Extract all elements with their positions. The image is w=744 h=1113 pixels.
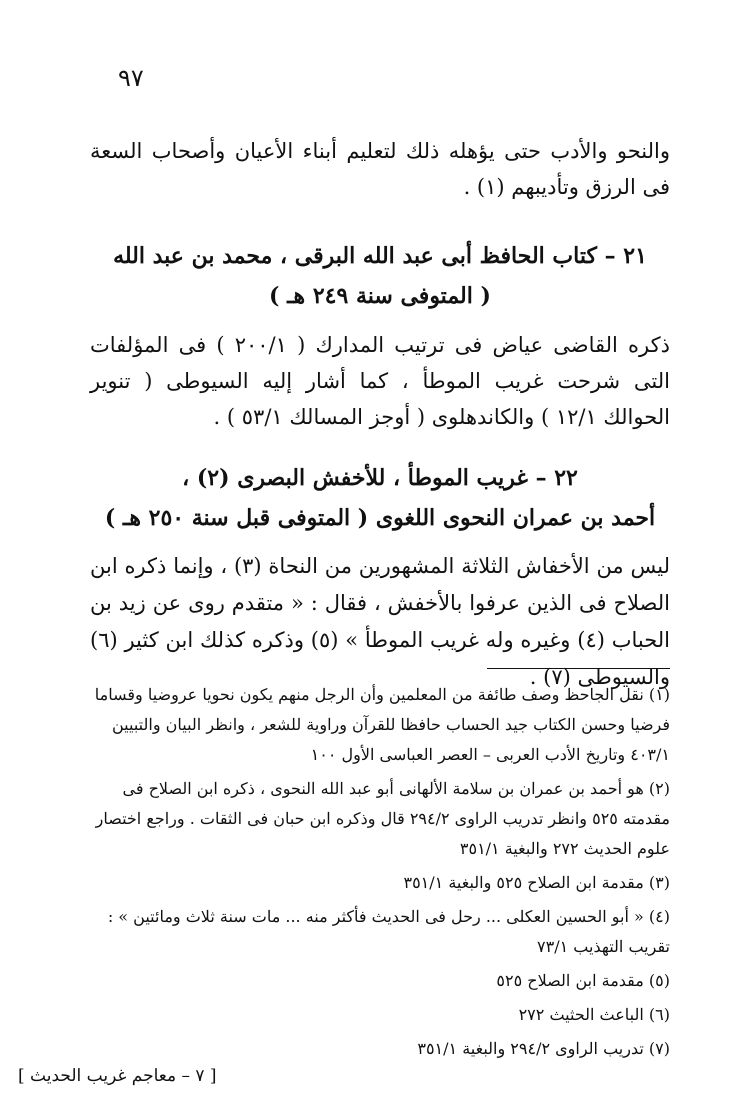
signature-footer: [ ٧ – معاجم غريب الحديث ]: [18, 1066, 217, 1086]
footnote-1: (١) نقل الجاحظ وصف طائفة من المعلمين وأن الرجل منهم يكون نحويا عروضيا وقساما فرضيا وحسن الكتاب جيد الحساب حافظا للقرآن وراوية للشعر ، وانظر البيان والتبيين ٤٠٣/١ وتاريخ الأدب العربى – العصر العباسى الأول ١٠٠: [94, 685, 670, 764]
footnote-2: (٢) هو أحمد بن عمران بن سلامة الألهانى أبو عبد الله النحوى ، ذكره ابن الصلاح فى مقدمته ٥٢٥ وانظر تدريب الراوى ٢٩٤/٢ قال وذكره ابن حبان فى الثقات . وراجع اختصار علوم الحديث ٢٧٢ والبغية ٣٥١/١: [95, 779, 670, 858]
heading-21-date: ( المتوفى سنة ٢٤٩ هـ ): [269, 283, 491, 309]
footnote-4: (٤) « أبو الحسين العكلى ... رحل فى الحديث فأكثر منه ... مات سنة ثلاث ومائتين » : تقريب التهذيب ٧٣/١: [107, 907, 670, 956]
footnote-7: (٧) تدريب الراوى ٢٩٤/٢ والبغية ٣٥١/١: [417, 1039, 670, 1058]
paragraph-section-21: ذكره القاضى عياض فى ترتيب المدارك ( ٢٠٠/١ ) فى المؤلفات التى شرحت غريب الموطأ ، كما أشار إليه السيوطى ( تنوير الحوالك ١٢/١ ) والكاندهلوى ( أوجز المسالك ٥٣/١ ) .: [90, 333, 670, 429]
section-heading-22: [90, 458, 670, 538]
heading-21-title: ٢١ – كتاب الحافظ أبى عبد الله البرقى ، محمد بن عبد الله: [113, 243, 647, 269]
heading-22-author: أحمد بن عمران النحوى اللغوى ( المتوفى قبل سنة ٢٥٠ هـ ): [104, 505, 656, 531]
page-number: ٩٧: [118, 64, 144, 92]
footnote-3: (٣) مقدمة ابن الصلاح ٥٢٥ والبغية ٣٥١/١: [403, 873, 670, 892]
footnote-divider: [487, 668, 670, 669]
footnotes: [80, 680, 670, 1068]
footnote-5: (٥) مقدمة ابن الصلاح ٥٢٥: [496, 971, 670, 990]
paragraph-continuation: والنحو والأدب حتى يؤهله ذلك لتعليم أبناء الأعيان وأصحاب السعة فى الرزق وتأديبهم (١) .: [90, 139, 670, 199]
section-heading-21: [90, 236, 670, 316]
paragraph-section-22: ليس من الأخفاش الثلاثة المشهورين من النحاة (٣) ، وإنما ذكره ابن الصلاح فى الذين عرفوا بالأخفش ، فقال : « متقدم روى عن زيد بن الحباب (٤) وغيره وله غريب الموطأ » (٥) وذكره كذلك ابن كثير (٦) والسيوطى (٧) .: [90, 554, 670, 689]
footnote-6: (٦) الباعث الحثيث ٢٧٢: [518, 1005, 670, 1024]
heading-22-title: ٢٢ – غريب الموطأ ، للأخفش البصرى (٢) ،: [182, 465, 578, 491]
